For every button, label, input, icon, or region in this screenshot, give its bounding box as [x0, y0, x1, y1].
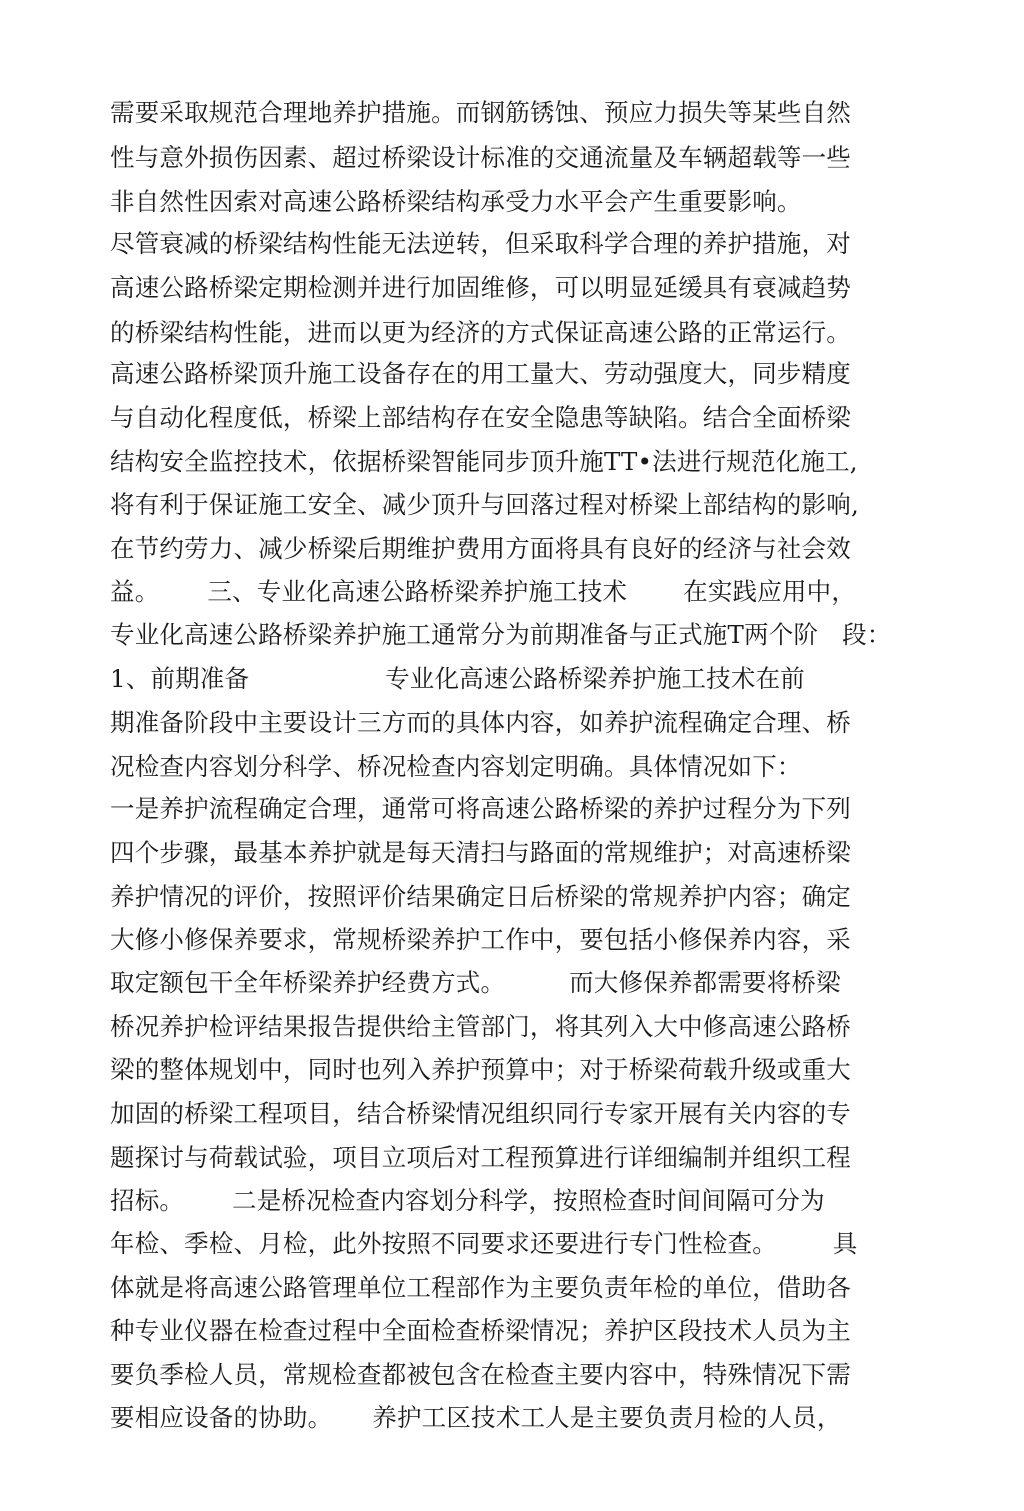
- text-line: 益。 三、专业化高速公路桥梁养护施工技术 在实践应用中，: [110, 577, 857, 606]
- text-line: 高速公路桥梁顶升施工设备存在的用工量大、劳动强度大，同步精度: [110, 359, 851, 388]
- text-line: 大修小修保养要求，常规桥梁养护工作中，要包括小修保养内容，采: [110, 925, 851, 954]
- text-line: 将有利于保证施工安全、减少顶升与回落过程对桥梁上部结构的影响,: [110, 490, 859, 519]
- text-line: 四个步骤，最基本养护就是每天清扫与路面的常规维护；对高速桥梁: [110, 838, 851, 867]
- text-line: 种专业仪器在检查过程中全面检查桥梁情况；养护区段技术人员为主: [110, 1316, 851, 1345]
- text-line: 高速公路桥梁定期检测并进行加固维修，可以明显延缓具有衰减趋势: [110, 273, 851, 302]
- text-line: 专业化高速公路桥梁养护施工通常分为前期准备与正式施T两个阶 段：: [110, 620, 892, 649]
- text-line: 期准备阶段中主要设计三方而的具体内容，如养护流程确定合理、桥: [110, 708, 851, 737]
- text-line: 非自然性因索对高速公路桥梁结构承受力水平会产生重要影响。: [110, 187, 802, 216]
- text-line: 招标。 二是桥况检查内容划分科学，按照检查时间间隔可分为: [110, 1186, 825, 1215]
- text-line: 要负季检人员，常规检查都被包含在检查主要内容中，特殊情况下需: [110, 1360, 851, 1389]
- text-line: 1、前期准备 专业化高速公路桥梁养护施工技术在前: [110, 664, 805, 693]
- text-line: 题探讨与荷载试验，项目立项后对工程预算进行详细编制并组织工程: [110, 1143, 851, 1172]
- text-line: 年检、季检、月检，此外按照不同要求还要进行专门性检查。 具: [110, 1229, 858, 1258]
- text-line: 尽管衰减的桥梁结构性能无法逆转，但采取科学合理的养护措施，对: [110, 229, 851, 258]
- text-line: 的桥梁结构性能，进而以更为经济的方式保证高速公路的正常运行。: [110, 318, 851, 347]
- text-line: 性与意外损伤因素、超过桥梁设计标准的交通流量及车辆超载等一些: [110, 143, 851, 172]
- text-line: 在节约劳力、减少桥梁后期维护费用方面将具有良好的经济与社会效: [110, 534, 851, 563]
- text-line: 况检查内容划分科学、桥况检查内容划定明确。具体情况如下：: [110, 752, 802, 781]
- text-line: 结构安全监控技术，依据桥梁智能同步顶升施TT•法进行规范化施工,: [110, 447, 858, 476]
- text-line: 与自动化程度低，桥梁上部结构存在安全隐患等缺陷。结合全面桥梁: [110, 403, 851, 432]
- text-line: 一是养护流程确定合理，通常可将高速公路桥梁的养护过程分为下列: [110, 794, 851, 823]
- text-line: 要相应设备的协助。 养护工区技术工人是主要负责月检的人员，: [110, 1403, 842, 1432]
- text-line: 桥况养护检评结果报告提供给主管部门，将其列入大中修高速公路桥: [110, 1012, 851, 1041]
- text-line: 需要采取规范合理地养护措施。而钢筋锈蚀、预应力损失等某些自然: [110, 98, 851, 127]
- text-line: 梁的整体规划中，同时也列入养护预算中；对于桥梁荷载升级或重大: [110, 1055, 851, 1084]
- text-line: 取定额包干全年桥梁养护经费方式。 而大修保养都需要将桥梁: [110, 968, 841, 997]
- text-line: 加固的桥梁工程项目，结合桥梁情况组织同行专家开展有关内容的专: [110, 1099, 851, 1128]
- text-line: 养护情况的评价，按照评价结果确定日后桥梁的常规养护内容；确定: [110, 882, 851, 911]
- text-line: 体就是将高速公路管理单位工程部作为主要负责年检的单位，借助各: [110, 1273, 851, 1302]
